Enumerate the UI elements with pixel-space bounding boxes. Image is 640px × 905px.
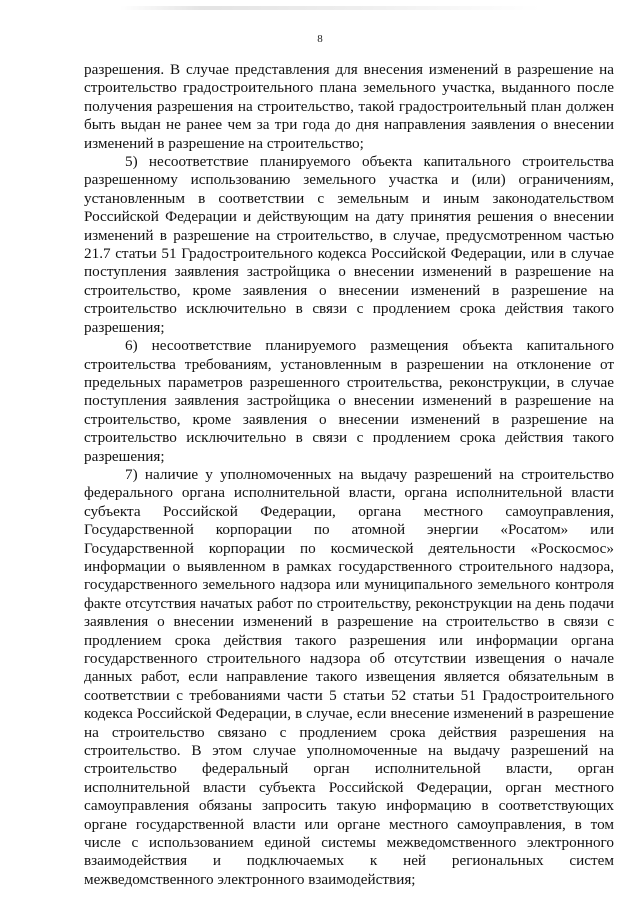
- paragraph-item-7: 7) наличие у уполномоченных на выдачу разрешений на строительство федерального органа исполнительной власти, органа исполнительной власти субъекта Российской Федерации, органа местного самоуправления, Государственной корпорации по атомной энергии «Росатом» или Государственной корпорации по космической деятельности «Роскосмос» информации о выявленном в рамках государственного строительного надзора, государственного земельного надзора или муниципального земельного контроля факте отсутствия начатых работ по строительству, реконструкции на день подачи заявления о внесении изменений в разрешение на строительство в связи с продлением срока действия такого разрешения или информации органа государственного строительного надзора об отсутствии извещения о начале данных работ, если направление такого извещения является обязательным в соответствии с требованиями части 5 статьи 52 статьи 51 Градостроительного кодекса Российской Федерации, в случае, если внесение изменений в разрешение на строительство связано с продлением срока действия разрешения на строительство. В этом случае уполномоченные на выдачу разрешений на строительство федеральный орган исполнительной власти, орган исполнительной власти субъекта Российской Федерации, орган местного самоуправления обязаны запросить такую информацию в соответствующих органе государственной власти или органе местного самоуправления, в том числе с использованием единой системы межведомственного электронного взаимодействия и подключаемых к ней региональных систем межведомственного электронного взаимодействия;: [84, 465, 614, 888]
- paragraph-item-5: 5) несоответствие планируемого объекта капитального строительства разрешенному использованию земельного участка и (или) ограничениям, установленным в соответствии с земельным и иным законодательством Российской Федерации и действующим на дату принятия решения о внесении изменений в разрешение на строительство, в случае, предусмотренном частью 21.7 статьи 51 Градостроительного кодекса Российской Федерации, или в случае поступления заявления застройщика о внесении изменений в разрешение на строительство, кроме заявления о внесении изменений в разрешение на строительство исключительно в связи с продлением срока действия такого разрешения;: [84, 153, 614, 336]
- paragraph-item-6: 6) несоответствие планируемого размещения объекта капитального строительства требованиям, установленным в разрешении на отклонение от предельных параметров разрешенного строительства, реконструкции, в случае поступления заявления застройщика о внесении изменений в разрешение на строительство, кроме заявления о внесении изменений в разрешение на строительство исключительно в связи с продлением срока действия такого разрешения;: [84, 337, 614, 465]
- document-body: [84, 61, 614, 889]
- scan-artifact: [120, 6, 540, 10]
- page-number: 8: [317, 33, 323, 45]
- paragraph-continuation: разрешения. В случае представления для внесения изменений в разрешение на строительство градостроительного плана земельного участка, выданного после получения разрешения на строительство, такой градостроительный план должен быть выдан не ранее чем за три года до дня направления заявления о внесении изменений в разрешение на строительство;: [84, 61, 614, 152]
